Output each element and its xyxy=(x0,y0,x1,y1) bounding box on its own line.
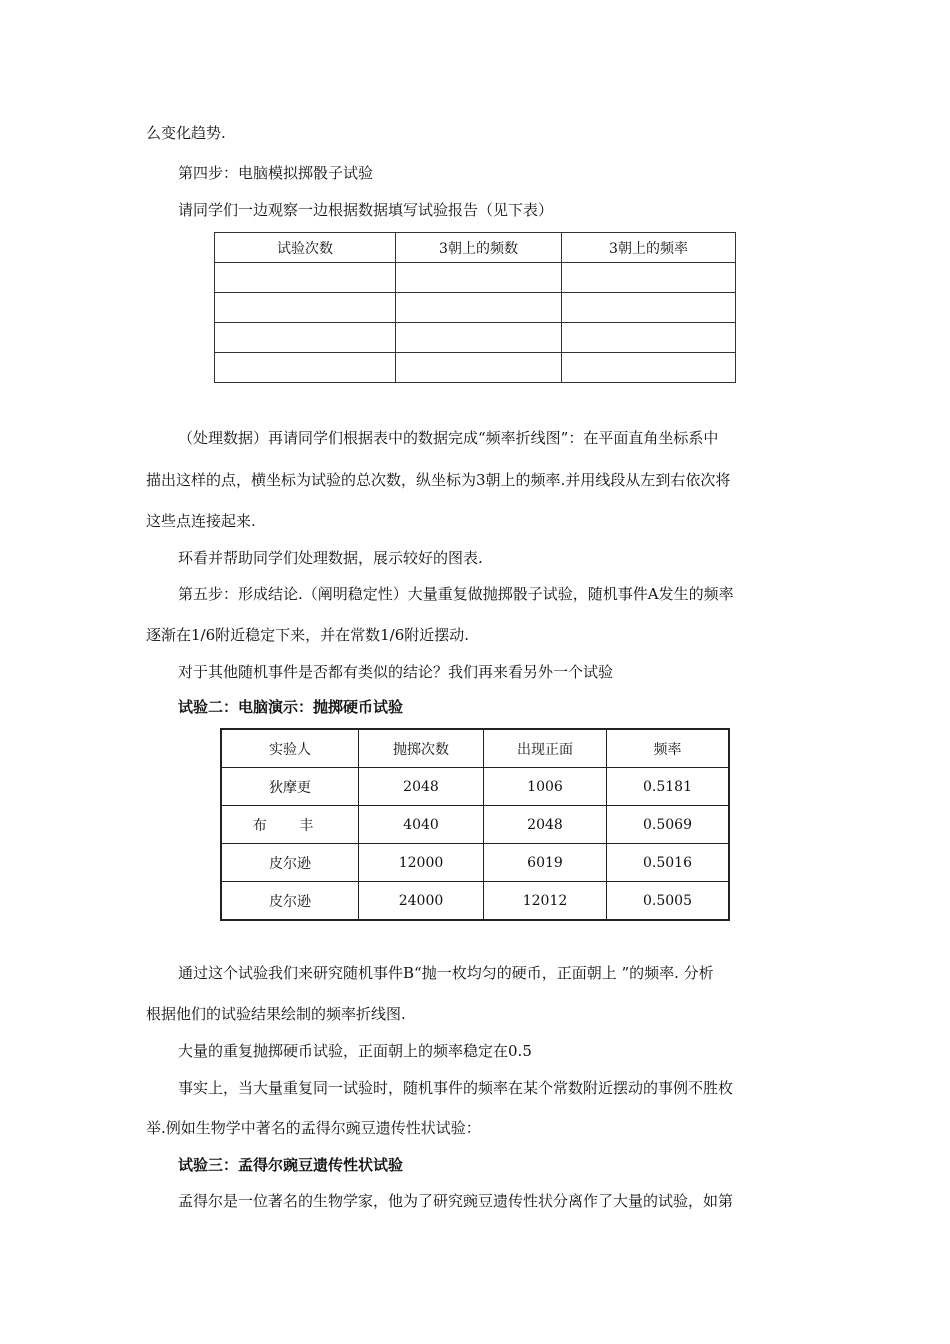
table-row xyxy=(215,263,736,293)
paragraph: 环看并帮助同学们处理数据，展示较好的图表. xyxy=(178,549,483,567)
table-header-cell: 出现正面 xyxy=(484,729,607,768)
table-cell: 2048 xyxy=(359,768,484,806)
table-cell: 狄摩更 xyxy=(221,768,359,806)
table-cell: 0.5069 xyxy=(607,806,730,844)
table-cell[interactable] xyxy=(562,323,736,353)
table-cell[interactable] xyxy=(396,263,562,293)
table-row xyxy=(215,323,736,353)
table-cell: 0.5016 xyxy=(607,844,730,882)
table-cell: 12000 xyxy=(359,844,484,882)
paragraph: 么变化趋势. xyxy=(146,124,226,142)
table-row xyxy=(221,768,729,806)
paragraph: 事实上，当大量重复同一试验时，随机事件的频率在某个常数附近摆动的事例不胜枚 xyxy=(178,1079,734,1097)
paragraph: 第五步：形成结论.（阐明稳定性）大量重复做抛掷骰子试验，随机事件A发生的频率 xyxy=(178,585,734,603)
table-cell[interactable] xyxy=(396,353,562,383)
table-cell: 0.5181 xyxy=(607,768,730,806)
table-cell[interactable] xyxy=(562,263,736,293)
table-cell: 6019 xyxy=(484,844,607,882)
table-header-row xyxy=(221,729,729,768)
table-header-cell: 频率 xyxy=(607,729,730,768)
step-four-heading: 第四步：电脑模拟掷骰子试验 xyxy=(178,164,374,182)
paragraph: （处理数据）再请同学们根据表中的数据完成“频率折线图”：在平面直角坐标系中 xyxy=(178,429,719,447)
table-cell[interactable] xyxy=(396,293,562,323)
dice-report-table xyxy=(214,232,736,383)
table-cell: 2048 xyxy=(484,806,607,844)
table-row xyxy=(215,293,736,323)
table-header-cell: 抛掷次数 xyxy=(359,729,484,768)
table-cell[interactable] xyxy=(215,353,396,383)
table-cell[interactable] xyxy=(396,323,562,353)
table-cell[interactable] xyxy=(215,263,396,293)
table-cell[interactable] xyxy=(215,293,396,323)
table-row xyxy=(215,353,736,383)
table-cell: 皮尔逊 xyxy=(221,882,359,921)
paragraph: 请同学们一边观察一边根据数据填写试验报告（见下表） xyxy=(178,201,554,219)
table-row xyxy=(221,806,729,844)
paragraph: 逐渐在1/6附近稳定下来，并在常数1/6附近摆动. xyxy=(146,626,470,644)
table-row xyxy=(221,882,729,921)
table-header-cell: 3朝上的频率 xyxy=(562,233,736,263)
table-header-cell: 3朝上的频数 xyxy=(396,233,562,263)
table-cell: 4040 xyxy=(359,806,484,844)
paragraph: 通过这个试验我们来研究随机事件B“抛一枚均匀的硬币，正面朝上 ”的频率. 分析 xyxy=(178,964,714,982)
paragraph: 这些点连接起来. xyxy=(146,512,256,530)
coin-toss-table xyxy=(220,728,730,921)
table-cell: 1006 xyxy=(484,768,607,806)
paragraph: 大量的重复抛掷硬币试验，正面朝上的频率稳定在0.5 xyxy=(178,1042,532,1060)
paragraph: 举.例如生物学中著名的孟得尔豌豆遗传性状试验： xyxy=(146,1119,481,1137)
table-header-cell: 试验次数 xyxy=(215,233,396,263)
table-cell: 布 丰 xyxy=(221,806,359,844)
table-cell[interactable] xyxy=(562,353,736,383)
table-cell: 皮尔逊 xyxy=(221,844,359,882)
experiment-three-heading: 试验三：孟得尔豌豆遗传性状试验 xyxy=(178,1156,404,1174)
paragraph: 描出这样的点，横坐标为试验的总次数，纵坐标为3朝上的频率.并用线段从左到右依次将 xyxy=(146,471,731,489)
experiment-two-heading: 试验二：电脑演示：抛掷硬币试验 xyxy=(178,698,404,716)
table-cell[interactable] xyxy=(215,323,396,353)
table-cell[interactable] xyxy=(562,293,736,323)
table-header-row xyxy=(215,233,736,263)
table-cell: 12012 xyxy=(484,882,607,921)
table-cell: 24000 xyxy=(359,882,484,921)
paragraph: 根据他们的试验结果绘制的频率折线图. xyxy=(146,1005,406,1023)
paragraph: 对于其他随机事件是否都有类似的结论？我们再来看另外一个试验 xyxy=(178,663,614,681)
table-cell: 0.5005 xyxy=(607,882,730,921)
paragraph: 孟得尔是一位著名的生物学家，他为了研究豌豆遗传性状分离作了大量的试验，如第 xyxy=(178,1192,734,1210)
table-row xyxy=(221,844,729,882)
table-header-cell: 实验人 xyxy=(221,729,359,768)
